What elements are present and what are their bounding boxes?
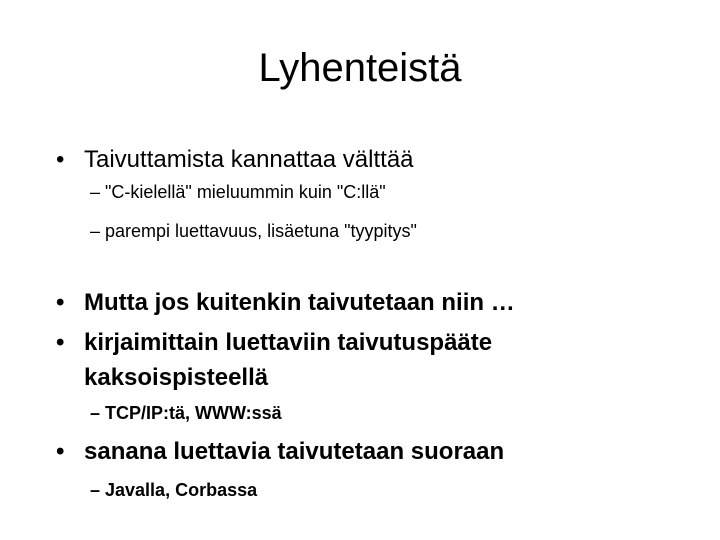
bullet-item (56, 145, 414, 175)
bullet-icon: • (56, 289, 65, 316)
bullet-text: Mutta jos kuitenkin taivutetaan niin … (84, 289, 515, 316)
bullet-icon: • (56, 329, 65, 356)
bullet-icon: • (56, 438, 65, 465)
sub-bullet-item: – TCP/IP:tä, WWW:ssä (90, 403, 282, 423)
bullet-icon: • (56, 146, 65, 173)
bullet-item (56, 328, 492, 358)
bullet-text: sanana luettavia taivutetaan suoraan (84, 438, 505, 465)
bullet-text: Taivuttamista kannattaa välttää (84, 146, 414, 173)
bullet-item (56, 437, 504, 467)
sub-bullet-item: – "C-kielellä" mieluummin kuin "C:llä" (90, 182, 386, 202)
bullet-item (56, 288, 515, 318)
bullet-continuation: kaksoispisteellä (84, 364, 269, 391)
sub-bullet-item: – Javalla, Corbassa (90, 480, 258, 500)
bullet-text: kirjaimittain luettaviin taivutuspääte (84, 329, 493, 356)
sub-bullet-item: – parempi luettavuus, lisäetuna "tyypitys" (90, 221, 417, 241)
slide-title: Lyhenteistä (258, 46, 462, 90)
